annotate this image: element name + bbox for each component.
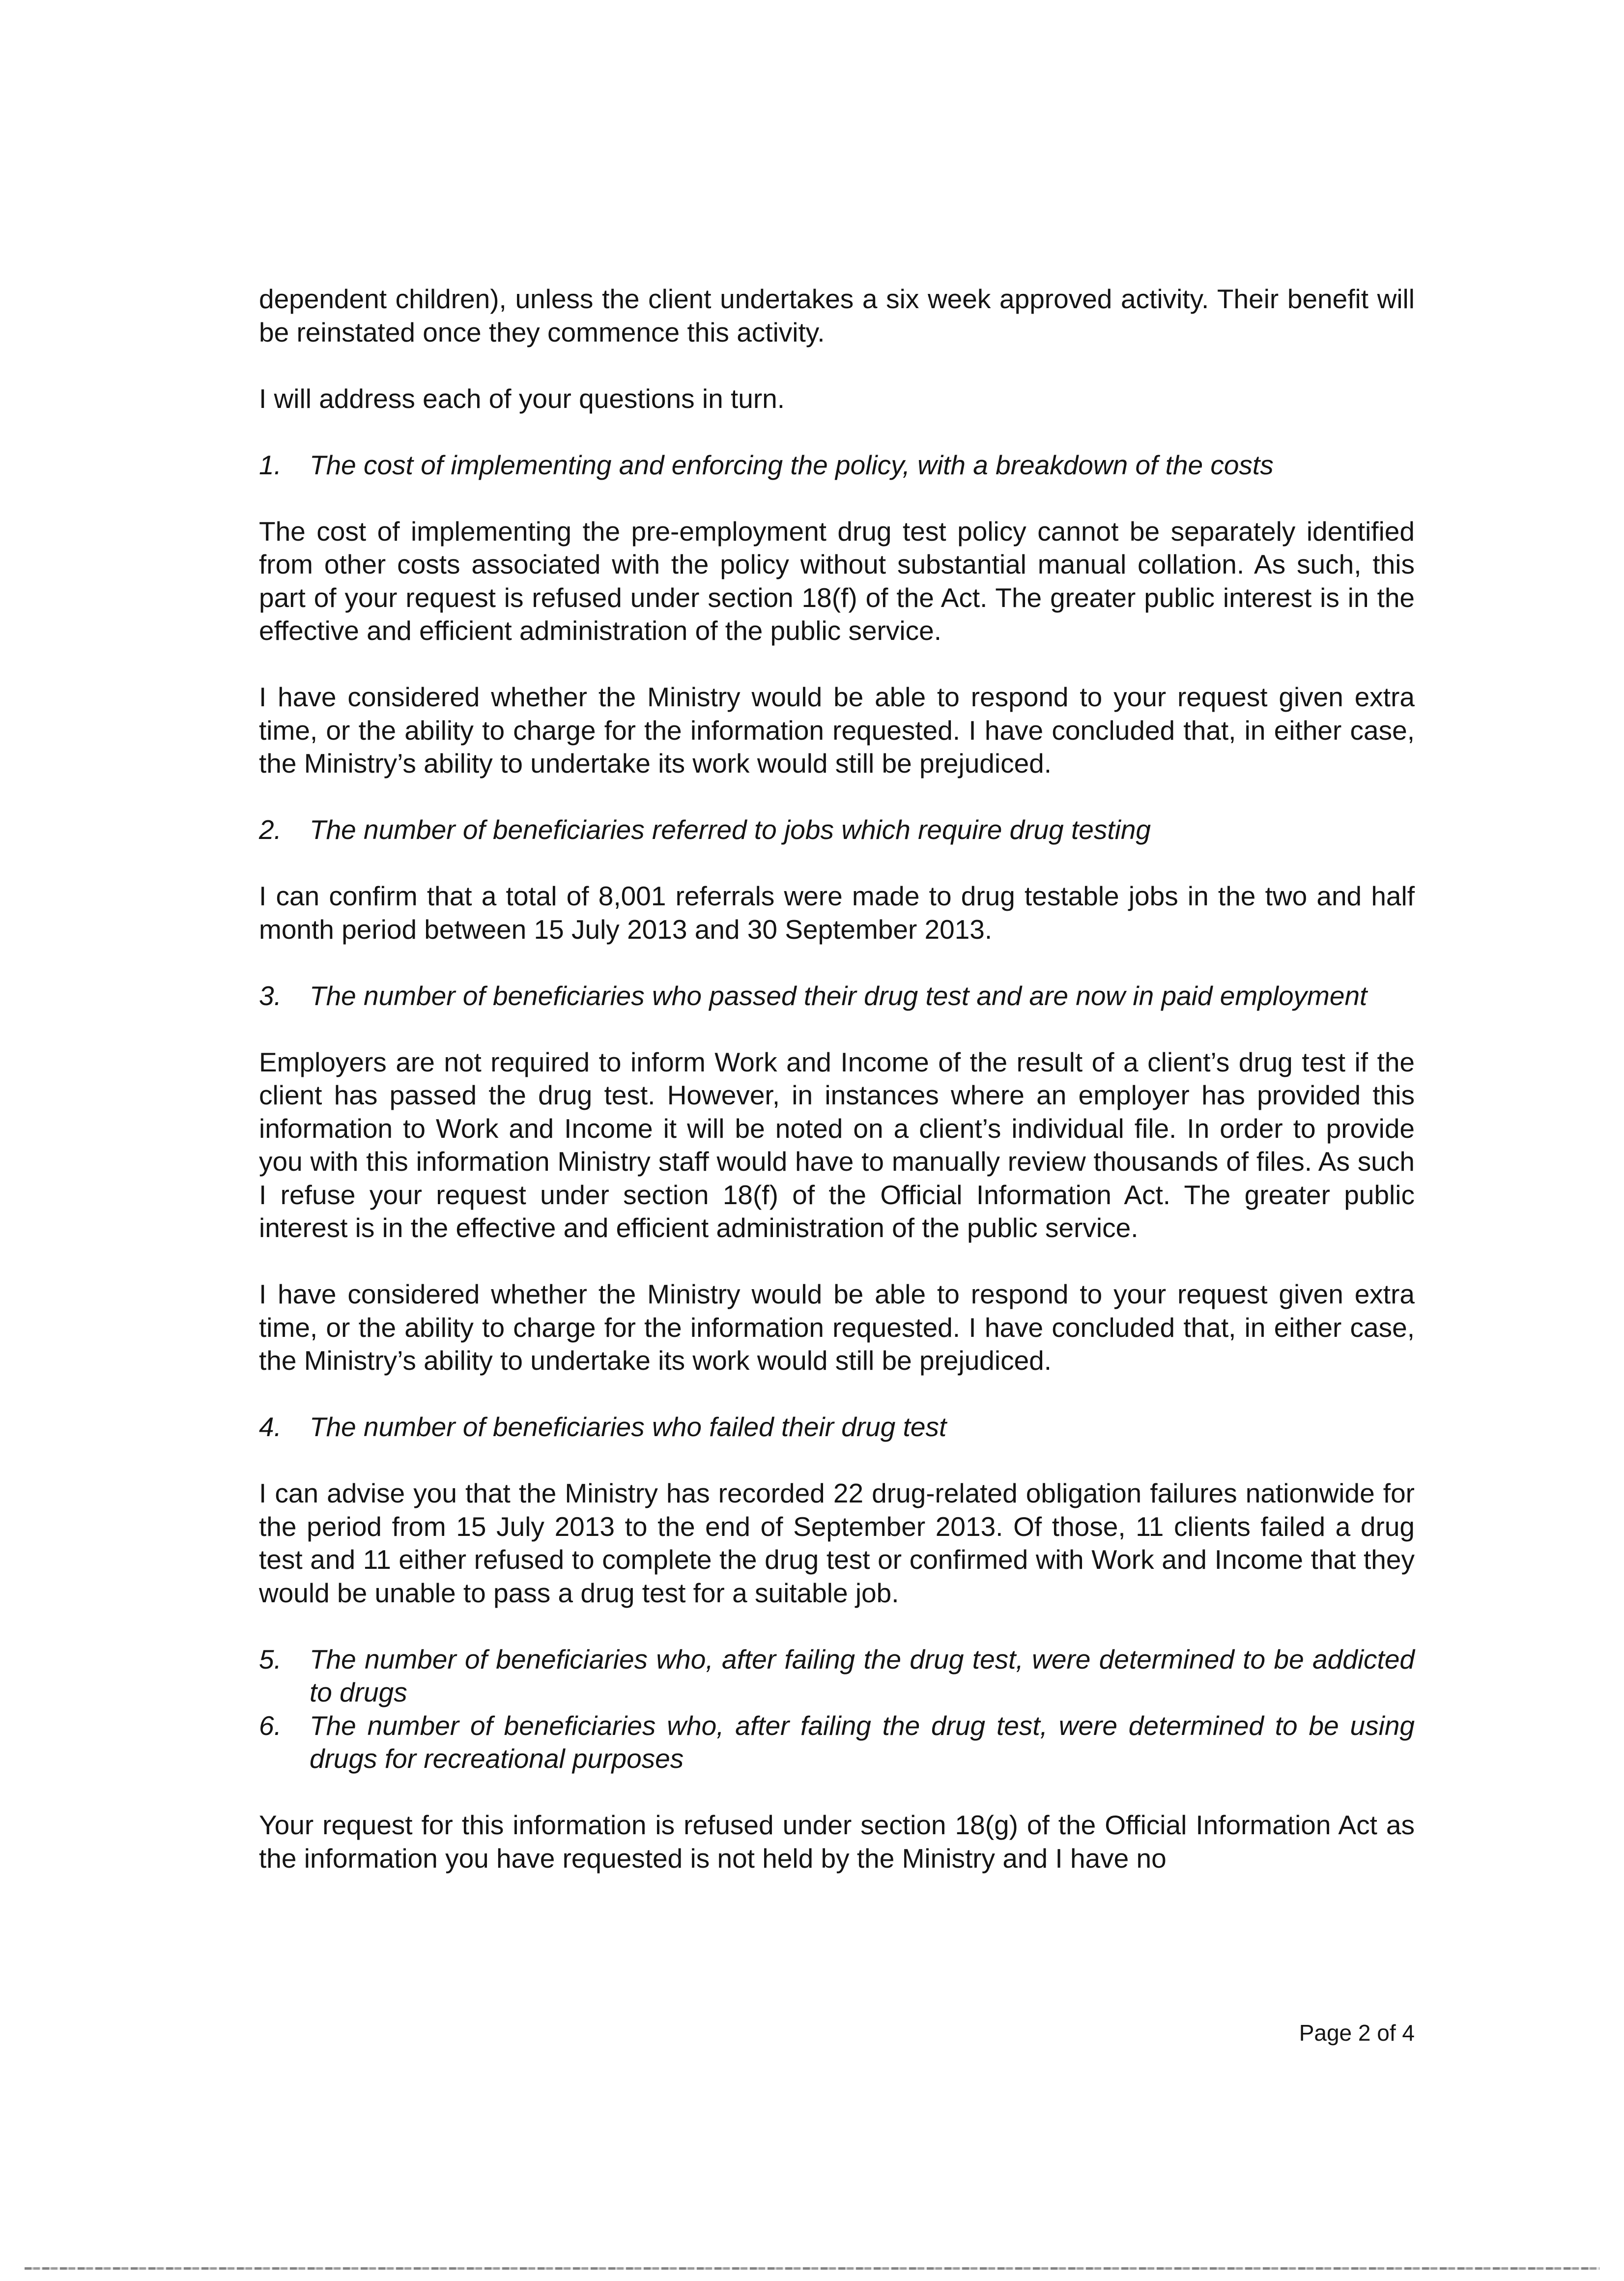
question-2-number: 2.: [259, 814, 282, 845]
paragraph-failed-test-response: I can advise you that the Ministry has recorded 22 drug-related obligation failures nationwide for the period from 15 July 2013 to the end of September 2013. Of those, 11 clients failed a drug test and 11 either refused to complete the drug test or confirmed with Work and Income that they would be unable to pass a drug test for a suitable job.: [259, 1478, 1415, 1608]
scan-edge-line: [25, 2267, 1599, 2270]
question-4-text: The number of beneficiaries who failed their drug test: [310, 1412, 947, 1442]
paragraph-extra-time-2: I have considered whether the Ministry would be able to respond to your request given extra time, or the ability to charge for the information requested. I have concluded that, in either case, the Ministry’s ability to undertake its work would still be prejudiced.: [259, 1279, 1415, 1376]
question-3-number: 3.: [259, 980, 282, 1011]
question-5-number: 5.: [259, 1644, 282, 1675]
paragraph-extra-time-1: I have considered whether the Ministry would be able to respond to your request given extra time, or the ability to charge for the information requested. I have concluded that, in either case, the Ministry’s ability to undertake its work would still be prejudiced.: [259, 682, 1415, 779]
paragraph-address-questions: I will address each of your questions in turn.: [259, 383, 785, 414]
question-1-number: 1.: [259, 449, 282, 480]
page-number: Page 2 of 4: [1299, 2020, 1415, 2046]
paragraph-refused-18g: Your request for this information is refused under section 18(g) of the Official Information Act as the information you have requested is not held by the Ministry and I have no: [259, 1810, 1415, 1874]
question-6-text: The number of beneficiaries who, after failing the drug test, were determined to be using drugs for recreational purposes: [310, 1710, 1415, 1774]
question-2: [259, 813, 1415, 847]
question-4: [259, 1411, 1415, 1444]
paragraph-referrals-response: I can confirm that a total of 8,001 referrals were made to drug testable jobs in the two and half month period between 15 July 2013 and 30 September 2013.: [259, 881, 1415, 945]
paragraph-cost-response: The cost of implementing the pre-employment drug test policy cannot be separately identified from other costs associated with the policy without substantial manual collation. As such, this part of your request is refused under section 18(f) of the Act. The greater public interest is in the effective and efficient administration of the public service.: [259, 516, 1415, 646]
question-3-text: The number of beneficiaries who passed their drug test and are now in paid employment: [310, 980, 1368, 1011]
question-5-text: The number of beneficiaries who, after failing the drug test, were determined to be addicted to drugs: [310, 1644, 1415, 1707]
question-6-number: 6.: [259, 1710, 282, 1741]
paragraph-benefit-reinstated: dependent children), unless the client undertakes a six week approved activity. Their benefit will be reinstated once they commence this activity.: [259, 284, 1415, 347]
question-4-number: 4.: [259, 1412, 282, 1442]
question-2-text: The number of beneficiaries referred to jobs which require drug testing: [310, 814, 1151, 845]
question-1-text: The cost of implementing and enforcing the policy, with a breakdown of the costs: [310, 449, 1274, 480]
paragraph-passed-test-response: Employers are not required to inform Work and Income of the result of a client’s drug test if the client has passed the drug test. However, in instances where an employer has provided this information to Work and Income it will be noted on a client’s individual file. In order to provide you with this information Ministry staff would have to manually review thousands of files. As such I refuse your request under section 18(f) of the Official Information Act. The greater public interest is in the effective and efficient administration of the public service.: [259, 1046, 1415, 1243]
question-3: [259, 980, 1415, 1013]
letter-body: [259, 283, 1415, 1908]
question-5: [259, 1643, 1415, 1709]
question-6: [259, 1709, 1415, 1776]
question-1: [259, 449, 1415, 482]
